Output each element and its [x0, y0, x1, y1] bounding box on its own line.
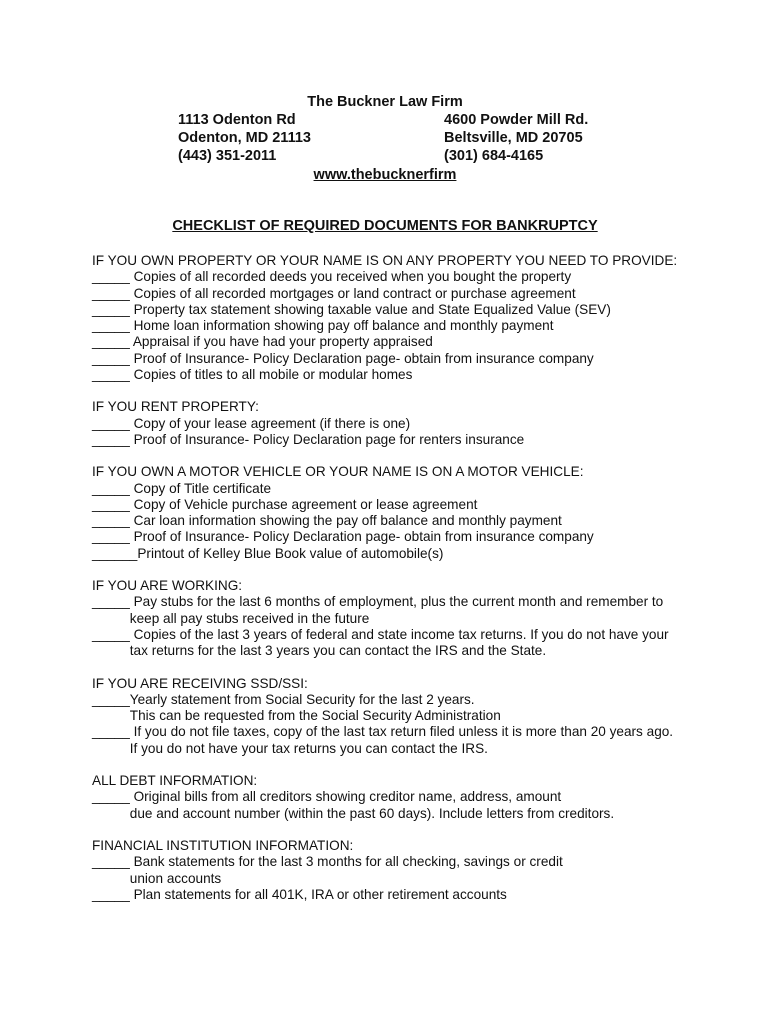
section-heading: FINANCIAL INSTITUTION INFORMATION:	[92, 837, 354, 853]
office2-street: 4600 Powder Mill Rd.	[444, 112, 589, 128]
section-heading: IF YOU ARE RECEIVING SSD/SSI:	[92, 675, 308, 691]
section-heading: IF YOU ARE WORKING:	[92, 578, 243, 594]
checklist-item: _____ If you do not file taxes, copy of the last tax return filed unless it is more than 20 years ago.	[92, 724, 674, 740]
office1-city: Odenton, MD 21113	[178, 130, 311, 146]
section-heading: IF YOU RENT PROPERTY:	[92, 399, 259, 415]
checklist-item: _____ Copy of your lease agreement (if there is one)	[92, 415, 411, 431]
checklist-item: _____ Copies of titles to all mobile or modular homes	[92, 367, 413, 383]
section-heading: ALL DEBT INFORMATION:	[92, 773, 258, 789]
checklist-item: _____ Copy of Title certificate	[92, 480, 272, 496]
checklist-item: _____ Car loan information showing the pay off balance and monthly payment	[92, 513, 562, 529]
office2-city: Beltsville, MD 20705	[444, 130, 583, 146]
section-working	[92, 578, 692, 659]
office-address-beltsville	[444, 111, 588, 165]
checklist-item: _____ Copies of the last 3 years of federal and state income tax returns. If you do not have your	[92, 626, 669, 642]
checklist-item-continued: If you do not have your tax returns you can contact the IRS.	[92, 740, 488, 756]
checklist-item: _____ Bank statements for the last 3 months for all checking, savings or credit	[92, 854, 563, 870]
checklist-item: ______Printout of Kelley Blue Book value of automobile(s)	[92, 545, 444, 561]
checklist-item-continued: union accounts	[92, 870, 222, 886]
checklist-item-continued: keep all pay stubs received in the future	[92, 610, 370, 626]
checklist-item: _____Yearly statement from Social Security for the last 2 years.	[92, 691, 475, 707]
office1-street: 1113 Odenton Rd	[178, 112, 296, 128]
checklist-item-continued: due and account number (within the past 60 days). Include letters from creditors.	[92, 805, 615, 821]
firm-name: The Buckner Law Firm	[307, 94, 463, 110]
section-financial-institution	[92, 838, 692, 903]
checklist-item: _____ Proof of Insurance- Policy Declaration page for renters insurance	[92, 431, 525, 447]
checklist-item: _____ Proof of Insurance- Policy Declaration page- obtain from insurance company	[92, 350, 594, 366]
office-address-odenton	[178, 111, 311, 165]
checklist-item: _____ Home loan information showing pay off balance and monthly payment	[92, 318, 554, 334]
website-link[interactable]: www.thebucknerfirm	[313, 167, 457, 183]
checklist-item: _____ Property tax statement showing taxable value and State Equalized Value (SEV)	[92, 301, 611, 317]
section-own-property	[92, 253, 692, 383]
section-rent-property	[92, 399, 692, 448]
checklist-item: _____ Copies of all recorded deeds you received when you bought the property	[92, 269, 572, 285]
section-heading: IF YOU OWN PROPERTY OR YOUR NAME IS ON ANY PROPERTY YOU NEED TO PROVIDE:	[92, 253, 678, 268]
section-ssd-ssi	[92, 676, 692, 757]
office2-phone: (301) 684-4165	[444, 148, 544, 164]
checklist-body	[92, 253, 692, 919]
checklist-item: _____ Copies of all recorded mortgages or land contract or purchase agreement	[92, 285, 576, 301]
checklist-item-continued: This can be requested from the Social Security Administration	[92, 708, 501, 724]
section-heading: IF YOU OWN A MOTOR VEHICLE OR YOUR NAME IS ON A MOTOR VEHICLE:	[92, 464, 584, 480]
checklist-item: _____ Pay stubs for the last 6 months of employment, plus the current month and remember to	[92, 594, 664, 610]
checklist-item: _____ Copy of Vehicle purchase agreement or lease agreement	[92, 496, 478, 512]
section-motor-vehicle	[92, 464, 692, 562]
checklist-item: _____ Appraisal if you have had your property appraised	[92, 334, 433, 350]
document-title: CHECKLIST OF REQUIRED DOCUMENTS FOR BANKRUPTCY	[172, 218, 598, 234]
checklist-item: _____ Proof of Insurance- Policy Declaration page- obtain from insurance company	[92, 529, 594, 545]
checklist-item: _____ Original bills from all creditors showing creditor name, address, amount	[92, 789, 562, 805]
section-debt-information	[92, 773, 692, 822]
checklist-item-continued: tax returns for the last 3 years you can contact the IRS and the State.	[92, 643, 547, 659]
checklist-item: _____ Plan statements for all 401K, IRA or other retirement accounts	[92, 886, 507, 902]
office1-phone: (443) 351-2011	[178, 148, 277, 164]
